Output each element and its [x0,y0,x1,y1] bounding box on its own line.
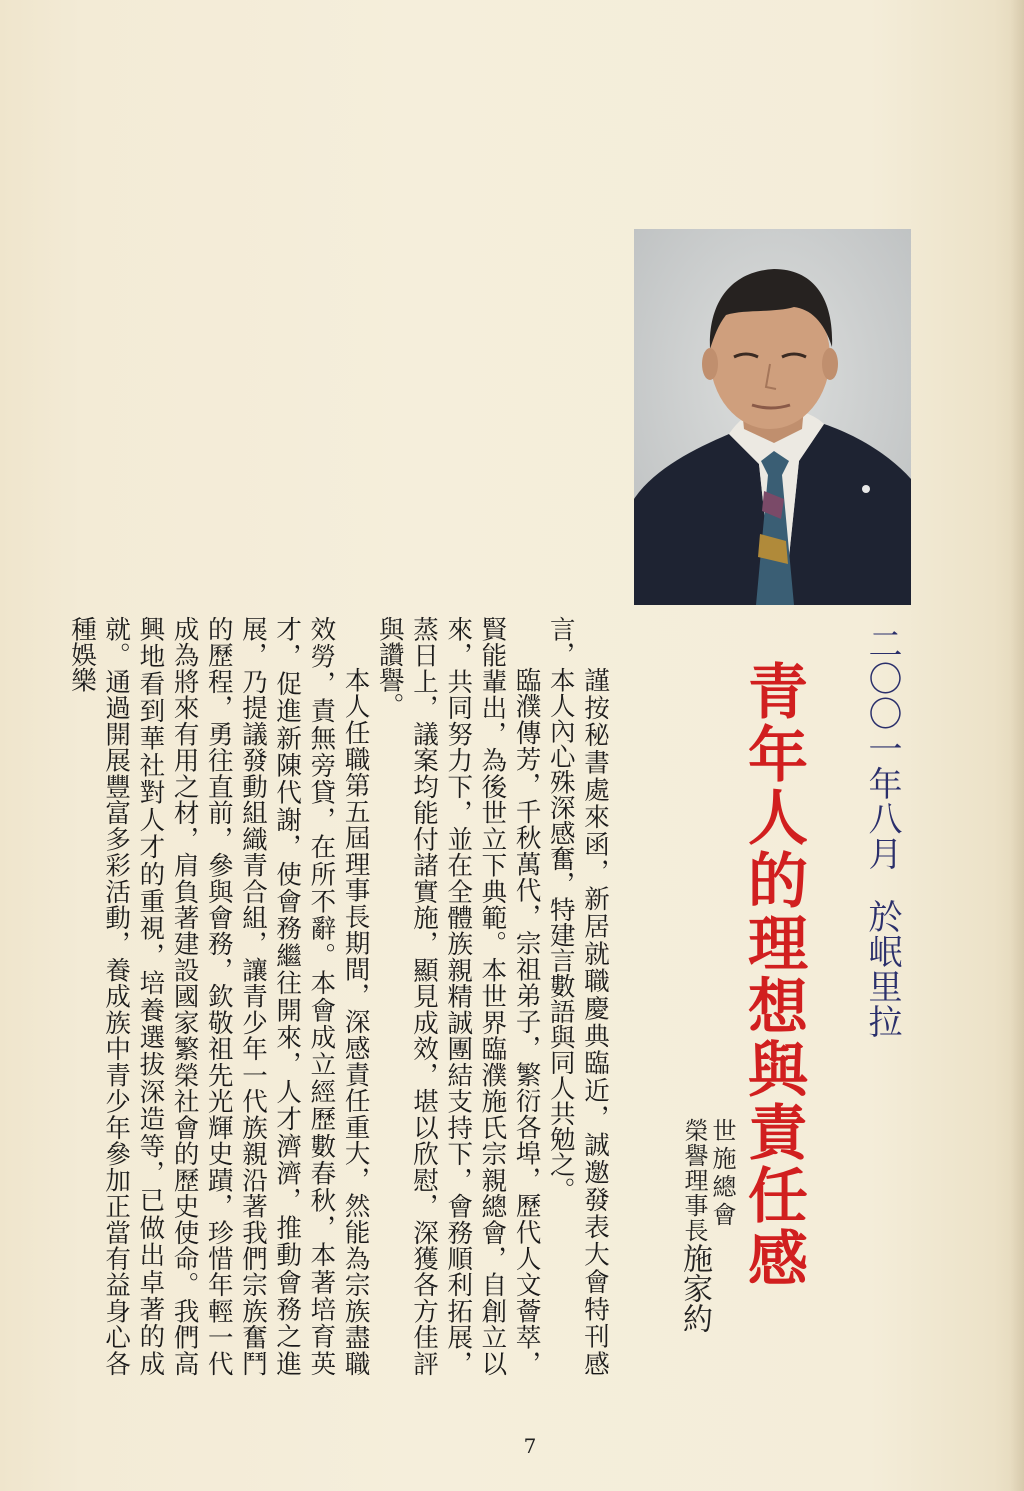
author-role: 榮譽理事長 [680,1118,708,1243]
date-text: 二〇〇一年八月 [862,626,902,871]
page-gutter-shadow [1010,0,1024,1491]
date-line [862,626,902,1046]
author-role-line [677,1118,712,1333]
place-text: 於岷里拉 [862,899,902,1039]
body-paragraph: 謹按秘書處來函，新居就職慶典臨近，誠邀發表大會特刊感言，本人內心殊深感奮，特建言數語與同人共勉之。 [545,616,610,1376]
article-body [66,616,612,1376]
body-paragraph: 本人任職第五屆理事長期間，深感責任重大，然能為宗族盡職效勞，責無旁貸，在所不辭。本會成立經歷數春秋，本著培育英才，促進新陳代謝，使會務繼往開來，人才濟濟，推動會務之進展，乃提議發動組織青合組，讓青少年一代族親沿著我們宗族奮鬥的歷程，勇往直前，參與會務，欽敬祖先光輝史蹟，珍惜年輕一代成為將來有用之材，肩負著建設國家繁榮社會的歷史使命。我們高興地看到華社對人才的重視，培養選拔深造等，已做出卓著的成就。通過開展豐富多彩活動，養成族中青少年參加正當有益身心各種娛樂 [66,616,371,1376]
portrait-photo [634,229,911,605]
author-name: 施家約 [677,1243,712,1333]
article-title: 青年人的理想與責任感 [738,660,808,1290]
page-number: 7 [523,1434,537,1458]
body-paragraph: 臨濮傳芳，千秋萬代，宗祖弟子，繁衍各埠，歷代人文薈萃，賢能輩出，為後世立下典範。本世界臨濮施氏宗親總會，自創立以來，共同努力下，並在全體族親精誠團結支持下，會務順利拓展，蒸日上，議案均能付諸實施，顯見成效，堪以欣慰，深獲各方佳評與讚譽。 [374,616,542,1376]
author-organization: 世施總會 [708,1118,736,1230]
portrait-photo-icon [634,229,911,605]
